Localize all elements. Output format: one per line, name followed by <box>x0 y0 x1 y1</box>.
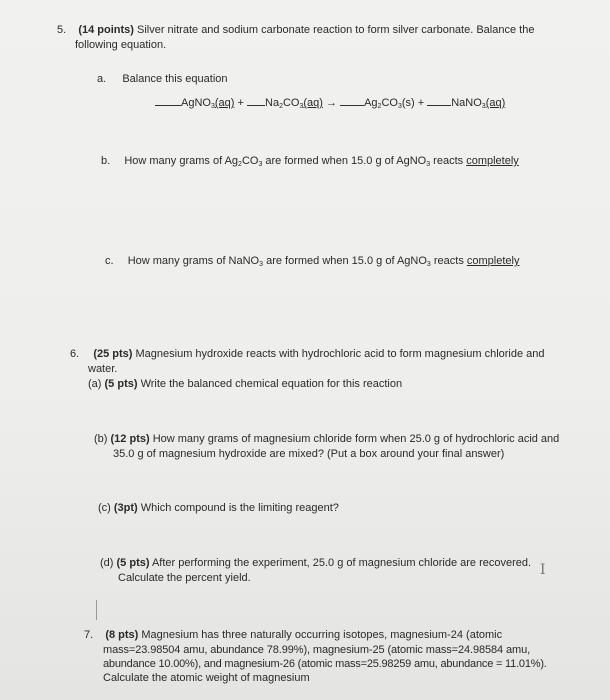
q6d-line1: After performing the experiment, 25.0 g of magnesium chloride are recovered. <box>151 557 532 569</box>
q5a-label: a. <box>97 73 107 85</box>
reactant-na2co3: $Na_2CO_3(aq)$ <box>265 97 323 110</box>
equation <box>155 95 505 110</box>
product-nano3: NaNO$_3$(aq) <box>451 97 506 110</box>
q5a <box>97 72 228 86</box>
q7-header <box>84 628 502 642</box>
q6c <box>98 501 339 515</box>
q7-line3: abundance 10.00%), and magnesium-26 (atomic mass=25.98259 amu, abundance = 11.01%). <box>103 658 547 670</box>
q6b-points: (12 pts) <box>110 433 150 445</box>
product-ag2co3: $Ag_2CO_3(s)$ <box>364 97 415 110</box>
q7-number: 7. <box>84 629 94 641</box>
blank-coefficient-2[interactable] <box>247 95 265 106</box>
q6d <box>100 556 531 570</box>
q7-line4: Calculate the atomic weight of magnesium <box>103 672 310 684</box>
q5-header <box>57 23 534 37</box>
q6-text-line1: Magnesium hydroxide reacts with hydrochloric acid to form magnesium chloride and <box>135 348 545 360</box>
q6-points: (25 pts) <box>93 348 133 360</box>
q6c-points: (3pt) <box>113 502 138 514</box>
q6c-text: Which compound is the limiting reagent? <box>140 502 339 514</box>
q6d-line2: Calculate the percent yield. <box>118 572 251 584</box>
q6d-points: (5 pts) <box>116 557 150 569</box>
q6b <box>94 432 559 446</box>
q7-line1: Magnesium has three naturally occurring isotopes, magnesium-24 (atomic <box>141 629 503 641</box>
q5-number: 5. <box>57 24 67 36</box>
q6d-label: (d) <box>100 557 114 569</box>
blank-coefficient-1[interactable] <box>155 95 181 106</box>
q6c-label: (c) <box>98 502 111 514</box>
q6b-line1: How many grams of magnesium chloride form when 25.0 g of hydrochloric acid and <box>152 433 560 445</box>
margin-mark <box>96 600 97 620</box>
reactant-agno3: AgNO$_3$(aq) <box>181 97 235 110</box>
q6-number: 6. <box>70 348 80 360</box>
q5b <box>101 154 519 168</box>
blank-coefficient-3[interactable] <box>340 95 364 106</box>
q6a-label: (a) <box>88 378 102 390</box>
q6a-points: (5 pts) <box>104 378 138 390</box>
plus-sign: + <box>417 97 425 109</box>
q5-text-line1: Silver nitrate and sodium carbonate reaction to form silver carbonate. Balance the <box>137 24 535 36</box>
q6b-label: (b) <box>94 433 108 445</box>
q5c-text: How many grams of NaNO$_3$ are formed when 15.0 g of AgNO$_3$ reacts completely <box>127 255 520 268</box>
q5a-text: Balance this equation <box>122 73 228 85</box>
q6a-text: Write the balanced chemical equation for this reaction <box>140 378 403 390</box>
q7-points: (8 pts) <box>105 629 139 641</box>
blank-coefficient-4[interactable] <box>427 95 451 106</box>
reaction-arrow-icon: → <box>326 97 337 109</box>
q5-points: (14 points) <box>78 24 134 36</box>
q6-text-line2: water. <box>88 363 118 375</box>
text-cursor-icon: I <box>540 562 546 578</box>
q5c <box>105 254 519 268</box>
q5c-label: c. <box>105 255 114 267</box>
plus-sign: + <box>237 97 244 109</box>
q5b-text: How many grams of $Ag_2CO_3$ are formed when 15.0 g of AgNO$_3$ reacts completely <box>124 155 519 168</box>
q6-header <box>70 347 545 361</box>
q6a <box>88 377 402 391</box>
q7-line2: mass=23.98504 amu, abundance 78.99%), magnesium-25 (atomic mass=24.98584 amu, <box>103 644 531 656</box>
q5b-label: b. <box>101 155 111 167</box>
q5-text-line2: following equation. <box>75 39 167 51</box>
q6b-line2: 35.0 g of magnesium hydroxide are mixed? (Put a box around your final answer) <box>113 448 505 460</box>
